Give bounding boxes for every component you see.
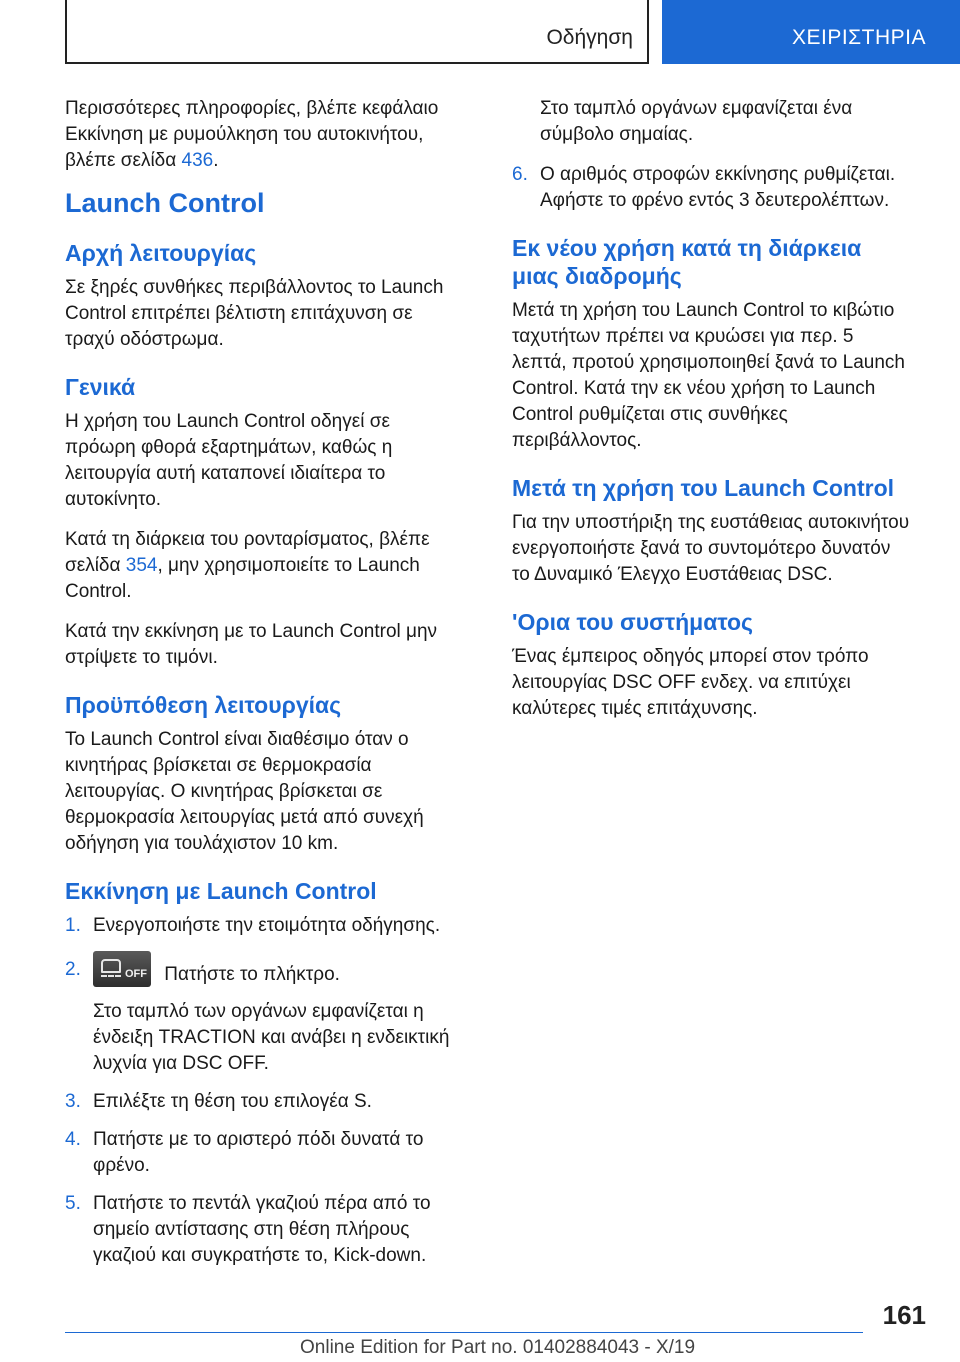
heading-prerequisite: Προϋπόθεση λειτουργίας [65,692,342,718]
step-6 [512,162,912,214]
step-text: Ενεργοποιήστε την ετοιμότητα οδήγησης. [93,915,441,936]
heading-general: Γενικά [65,374,136,400]
heading-principle: Αρχή λειτουργίας [65,240,257,266]
page-link-436[interactable]: 436 [181,150,214,171]
page-number: 161 [882,1300,926,1330]
reuse-text: Μετά τη χρήση του Launch Control το κιβώτιο ταχυτήτων πρέπει να κρυώσει για περ. 5 λεπτά, προτού χρησιμοποιηθεί ξανά το Launch Control. Κατά την εκ νέου χρήση το Launch Control ρυθμίζεται στις συνθήκες περιβάλλοντος. [512,300,905,451]
general-text-1: Η χρήση του Launch Control οδηγεί σε πρόωρη φθορά εξαρτημάτων, καθώς η λειτουργία αυτή καταπονεί ιδιαίτερα το αυτοκίνητο. [65,411,393,510]
header-section-box [65,0,649,64]
step-5 [65,1191,465,1269]
general-text-2: Κατά τη διάρκεια του ρονταρίσματος, βλέπε σελίδα 354, μην χρησιμοποιείτε το Launch Control. [65,529,430,602]
step-text: Ο αριθμός στροφών εκκίνησης ρυθμίζεται. Αφήστε το φρένο εντός 3 δευτερολέπτων. [540,164,896,211]
left-column [65,96,465,1281]
general-text-3: Κατά την εκκίνηση με το Launch Control μην στρίψετε το τιμόνι. [65,621,438,668]
step-5-continuation: Στο ταμπλό οργάνων εμφανίζεται ένα σύμβολο σημαίας. [540,98,853,145]
heading-limits: 'Ορια του συστήματος [512,609,753,635]
off-label: OFF [125,968,147,980]
skid-marks-icon [101,975,121,981]
step-sub-text: Στο ταμπλό των οργάνων εμφανίζεται η ένδειξη TRACTION και ανάβει η ενδεικτική λυχνία για DSC OFF. [93,1001,450,1074]
step-text: Πατήστε με το αριστερό πόδι δυνατά το φρένο. [93,1129,424,1176]
step-3 [65,1089,465,1115]
heading-after-use: Μετά τη χρήση του Launch Control [512,475,895,501]
after-use-text: Για την υποστήριξη της ευστάθειας αυτοκινήτου ενεργοποιήστε ξανά το συντομότερο δυνατόν το Δυναμικό Έλεγχο Ευστάθειας DSC. [512,512,910,585]
step-number: 5. [65,1193,81,1214]
header-section-title: Οδήγηση [546,26,633,49]
header-chapter-tab[interactable] [662,0,960,64]
prerequisite-text: Το Launch Control είναι διαθέσιμο όταν ο κινητήρας βρίσκεται σε θερμοκρασία λειτουργίας. Ο κινητήρας βρίσκεται σε θερμοκρασία λειτουργίας μετά από συνεχή οδήγηση για τουλάχιστον 10 km. [65,729,424,854]
step-1 [65,913,465,939]
step-number: 4. [65,1129,81,1150]
step-number: 3. [65,1091,81,1112]
footer-edition: Online Edition for Part no. 01402884043 - X/19 [300,1337,696,1358]
step-2 [65,957,465,1077]
car-icon [101,959,121,973]
step-4 [65,1127,465,1179]
step-number: 1. [65,915,81,936]
heading-start: Εκκίνηση με Launch Control [65,878,377,904]
page-title: Launch Control [65,188,265,218]
page-link-354[interactable]: 354 [125,555,158,576]
step-text: Πατήστε το πεντάλ γκαζιού πέρα από το σημείο αντίστασης στη θέση πλήρους γκαζιού και συγκρατήστε το, Kick-down. [93,1193,431,1266]
step-number: 6. [512,164,528,185]
footer-divider [65,1332,863,1333]
step-text: Επιλέξτε τη θέση του επιλογέα S. [93,1091,372,1112]
limits-text: Ένας έμπειρος οδηγός μπορεί στον τρόπο λειτουργίας DSC OFF ενδεχ. να επιτύχει καλύτερες τιμές επιτάχυνσης. [512,646,869,719]
right-column [512,96,912,736]
principle-text: Σε ξηρές συνθήκες περιβάλλοντος το Launch Control επιτρέπει βέλτιστη επιτάχυνση σε τραχύ οδόστρωμα. [65,277,444,350]
step-text: Πατήστε το πλήκτρο. [164,964,340,986]
header-chapter-title: ΧΕΙΡΙΣΤΗΡΙΑ [791,26,926,49]
dsc-off-button-icon [93,951,151,987]
heading-reuse: Εκ νέου χρήση κατά τη διάρκεια μιας διαδρομής [512,235,862,289]
intro-paragraph: Περισσότερες πληροφορίες, βλέπε κεφάλαιο Εκκίνηση με ρυμούλκηση του αυτοκινήτου, βλέπε σελίδα 436. [65,98,439,171]
step-number: 2. [65,959,81,980]
